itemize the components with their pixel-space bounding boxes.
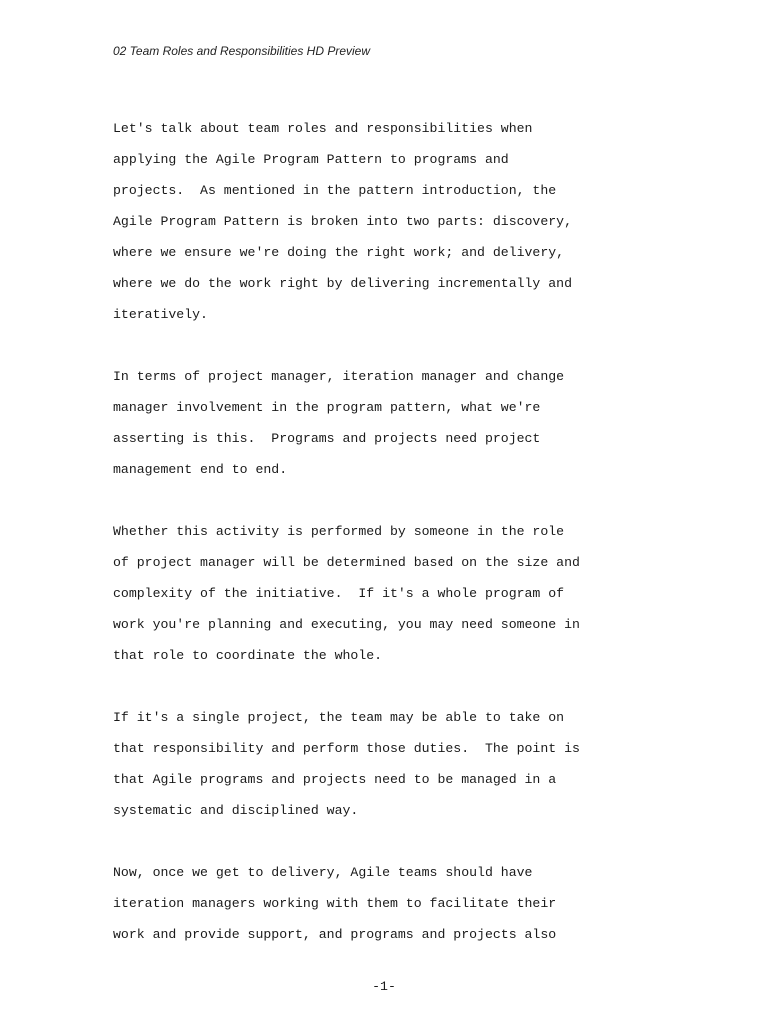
text-line: where we ensure we're doing the right work; and delivery, [113,245,565,260]
page-number: -1- [372,979,396,994]
text-line: If it's a single project, the team may be able to take on [113,710,565,725]
text-line: iteratively. [113,307,208,322]
text-line: work and provide support, and programs and projects also [113,927,557,942]
text-line: iteration managers working with them to facilitate their [113,896,557,911]
text-line: of project manager will be determined based on the size and [113,555,580,570]
text-line: that responsibility and perform those duties. The point is [113,741,580,756]
text-line: Agile Program Pattern is broken into two parts: discovery, [113,214,572,229]
text-line: management end to end. [113,462,288,477]
text-line: where we do the work right by delivering incrementally and [113,276,572,291]
text-line: asserting is this. Programs and projects need project [113,431,541,446]
document-header: 02 Team Roles and Responsibilities HD Preview [113,44,371,58]
text-line: projects. As mentioned in the pattern introduction, the [113,183,557,198]
text-line: work you're planning and executing, you may need someone in [113,617,580,632]
text-line: Let's talk about team roles and responsibilities when [113,121,533,136]
text-line: complexity of the initiative. If it's a whole program of [113,586,565,601]
text-line: manager involvement in the program pattern, what we're [113,400,541,415]
text-line: Now, once we get to delivery, Agile teams should have [113,865,533,880]
text-line: applying the Agile Program Pattern to programs and [113,152,509,167]
text-line: In terms of project manager, iteration manager and change [113,369,565,384]
text-line: systematic and disciplined way. [113,803,359,818]
text-line: that Agile programs and projects need to be managed in a [113,772,557,787]
text-line: Whether this activity is performed by someone in the role [113,524,565,539]
text-line: that role to coordinate the whole. [113,648,383,663]
